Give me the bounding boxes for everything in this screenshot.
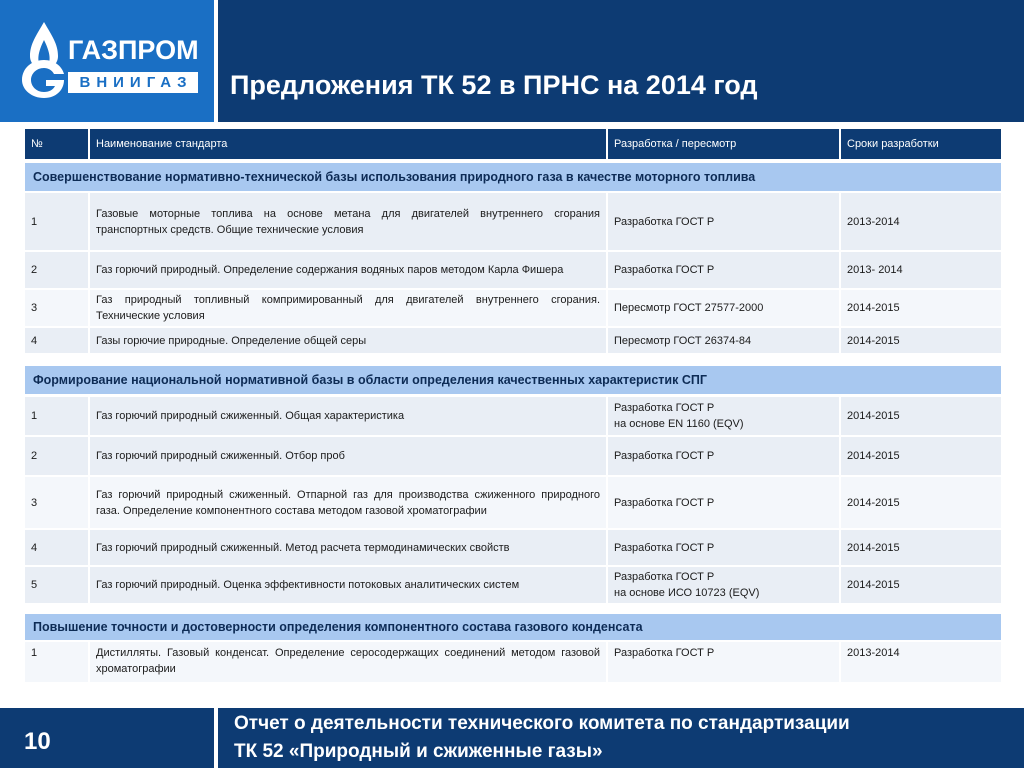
row-standard-name [90, 530, 608, 565]
row-number: 3 [25, 290, 90, 326]
page-title: Предложения ТК 52 в ПРНС на 2014 год [230, 70, 758, 100]
row-number: 1 [25, 397, 90, 435]
row-standard-name [90, 290, 608, 326]
row-development: Пересмотр ГОСТ 26374-84 [608, 328, 841, 353]
table-row [25, 642, 1001, 682]
table-row [25, 477, 1001, 528]
table-row [25, 290, 1001, 326]
row-number: 3 [25, 477, 90, 528]
row-terms: 2014-2015 [841, 567, 1001, 603]
row-development-line2: на основе ИСО 10723 (EQV) [614, 587, 760, 599]
footer-bar [218, 708, 1024, 768]
row-terms: 2014-2015 [841, 437, 1001, 475]
table-row [25, 193, 1001, 250]
gazprom-flame-icon [14, 18, 74, 98]
logo-subtitle: ВНИИГАЗ [68, 72, 198, 93]
row-terms: 2014-2015 [841, 290, 1001, 326]
table-row [25, 530, 1001, 565]
column-header-development: Разработка / пересмотр [608, 129, 841, 159]
row-number: 1 [25, 193, 90, 250]
row-standard-name [90, 252, 608, 288]
row-development: Разработка ГОСТ Р [608, 193, 841, 250]
row-number: 5 [25, 567, 90, 603]
row-development-line2: на основе EN 1160 (EQV) [614, 418, 744, 430]
row-terms: 2014-2015 [841, 530, 1001, 565]
section-header: Повышение точности и достоверности определения компонентного состава газового конденсата [25, 614, 1001, 640]
row-development-line1: Разработка ГОСТ Р [614, 571, 715, 583]
row-terms: 2013- 2014 [841, 252, 1001, 288]
row-standard-text: Дистилляты. Газовый конденсат. Определение серосодержащих соединений методом газовой хроматографии [96, 647, 600, 675]
row-standard-name [90, 477, 608, 528]
row-terms: 2013-2014 [841, 193, 1001, 250]
row-standard-text: Газы горючие природные. Определение общей серы [96, 334, 367, 347]
row-standard-name [90, 437, 608, 475]
row-standard-text: Газ горючий природный сжиженный. Отбор проб [96, 450, 345, 462]
footer-page-panel [0, 708, 214, 768]
row-development: Разработка ГОСТ Р [608, 642, 841, 682]
row-standard-text: Газ горючий природный сжиженный. Общая характеристика [96, 410, 405, 422]
row-terms: 2013-2014 [841, 642, 1001, 682]
row-development [608, 567, 841, 603]
column-header-standard: Наименование стандарта [90, 129, 608, 159]
footer-line-2: ТК 52 «Природный и сжиженные газы» [234, 741, 603, 762]
row-development: Разработка ГОСТ Р [608, 437, 841, 475]
row-number: 2 [25, 437, 90, 475]
row-standard-name [90, 397, 608, 435]
column-header-number: № [25, 129, 90, 159]
row-standard-text: Газ природный топливный компримированный для двигателей внутреннего сгорания. Технические условия [96, 294, 600, 322]
table-row [25, 328, 1001, 353]
table-row [25, 437, 1001, 475]
logo-name: ГАЗПРОМ [68, 35, 199, 65]
column-header-terms: Сроки разработки [841, 129, 1001, 159]
row-development: Разработка ГОСТ Р [608, 477, 841, 528]
row-terms: 2014-2015 [841, 397, 1001, 435]
row-terms: 2014-2015 [841, 328, 1001, 353]
row-terms: 2014-2015 [841, 477, 1001, 528]
row-development [608, 397, 841, 435]
row-number: 4 [25, 530, 90, 565]
row-development: Пересмотр ГОСТ 27577-2000 [608, 290, 841, 326]
row-number: 1 [25, 642, 90, 682]
row-number: 2 [25, 252, 90, 288]
row-development-line1: Разработка ГОСТ Р [614, 402, 715, 414]
logo-panel [0, 0, 214, 122]
page-number: 10 [24, 728, 51, 755]
row-standard-text: Газ горючий природный. Оценка эффективности потоковых аналитических систем [96, 579, 520, 591]
table-header-row [25, 129, 1001, 159]
row-standard-name [90, 193, 608, 250]
row-number: 4 [25, 328, 90, 353]
row-development: Разработка ГОСТ Р [608, 530, 841, 565]
row-standard-text: Газ горючий природный. Определение содержания водяных паров методом Карла Фишера [96, 264, 564, 276]
row-standard-text: Газовые моторные топлива на основе метана для двигателей внутреннего сгорания транспортных средств. Общие технические условия [96, 207, 600, 236]
row-standard-text: Газ горючий природный сжиженный. Отпарной газ для производства сжиженного природного газа. Определение компонентного состава методом газовой хроматографии [96, 488, 600, 517]
table-row [25, 397, 1001, 435]
row-standard-name [90, 567, 608, 603]
row-development: Разработка ГОСТ Р [608, 252, 841, 288]
section-header: Совершенствование нормативно-технической базы использования природного газа в качестве моторного топлива [25, 163, 1001, 191]
section-header: Формирование национальной нормативной базы в области определения качественных характеристик СПГ [25, 366, 1001, 394]
row-standard-name [90, 328, 608, 353]
footer-line-1: Отчет о деятельности технического комитета по стандартизации [234, 713, 850, 734]
row-standard-text: Газ горючий природный сжиженный. Метод расчета термодинамических свойств [96, 541, 510, 554]
row-standard-name [90, 642, 608, 682]
table-row [25, 567, 1001, 603]
header-bar [218, 0, 1024, 122]
table-row [25, 252, 1001, 288]
